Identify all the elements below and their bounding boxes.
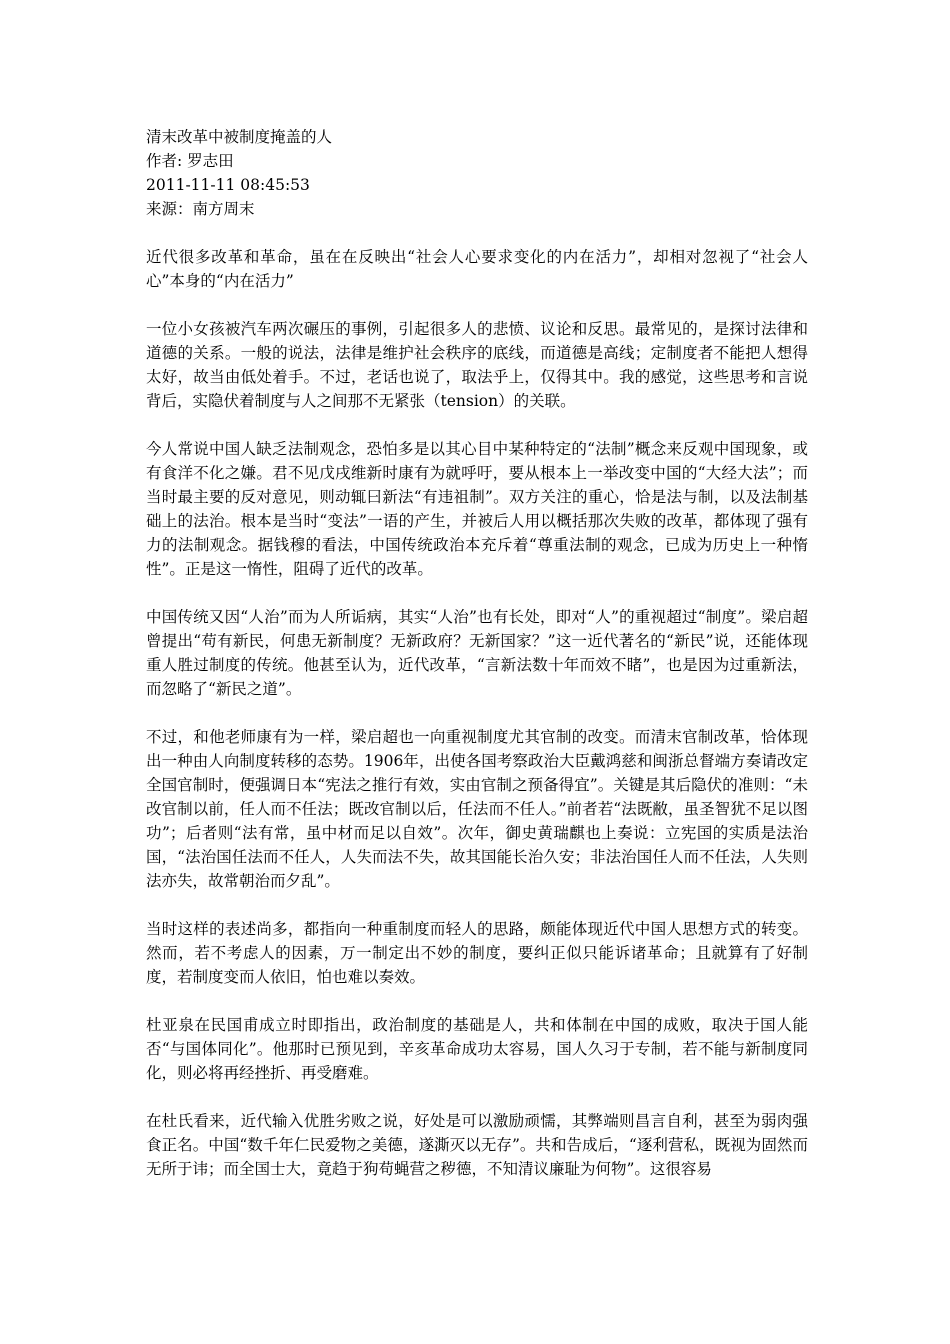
paragraph: 今人常说中国人缺乏法制观念，恐怕多是以其心目中某种特定的“法制”概念来反观中国现象，或有食洋不化之嫌。君不见戊戌维新时康有为就呼吁，要从根本上一举改变中国的“大经大法”；而当时最主要的反对意见，则动辄曰新法“有违祖制”。双方关注的重心，恰是法与制，以及法制基础上的法治。根本是当时“变法”一语的产生，并被后人用以概括那次失败的改革，都体现了强有力的法制观念。据钱穆的看法，中国传统政治本充斥着“尊重法制的观念，已成为历史上一种惰性”。正是这一惰性，阻碍了近代的改革。: [146, 440, 808, 578]
article: [146, 125, 808, 1181]
paragraph: 在杜氏看来，近代输入优胜劣败之说，好处是可以激励顽懦，其弊端则昌言自利，甚至为弱肉强食正名。中国“数千年仁民爱物之美德，遂澌灭以无存”。共和告成后，“逐利营私，既视为固然而无所于讳；而全国士大，竟趋于狗苟蝇营之秽德，不知清议廉耻为何物”。这很容易: [146, 1112, 808, 1178]
paragraph: 当时这样的表述尚多，都指向一种重制度而轻人的思路，颇能体现近代中国人思想方式的转变。然而，若不考虑人的因素，万一制定出不妙的制度，要纠正似只能诉诸革命；且就算有了好制度，若制度变而人依旧，怕也难以奏效。: [146, 920, 808, 986]
article-source: 来源：南方周末: [146, 200, 255, 218]
paragraph: 近代很多改革和革命，虽在在反映出“社会人心要求变化的内在活力”，却相对忽视了“社会人心”本身的“内在活力”: [146, 248, 808, 290]
article-title: 清末改革中被制度掩盖的人: [146, 128, 333, 146]
article-author: 作者: 罗志田: [146, 152, 234, 170]
paragraph: 杜亚泉在民国甫成立时即指出，政治制度的基础是人，共和体制在中国的成败，取决于国人能否“与国体同化”。他那时已预见到，辛亥革命成功太容易，国人久习于专制，若不能与新制度同化，则必将再经挫折、再受磨难。: [146, 1016, 808, 1082]
article-header: [146, 125, 808, 221]
article-date: 2011-11-11 08:45:53: [146, 176, 310, 194]
paragraph: 中国传统又因“人治”而为人所诟病，其实“人治”也有长处，即对“人”的重视超过“制度”。梁启超曾提出“苟有新民，何患无新制度？无新政府？无新国家？”这一近代著名的“新民”说，还能体现重人胜过制度的传统。他甚至认为，近代改革，“言新法数十年而效不睹”，也是因为过重新法，而忽略了“新民之道”。: [146, 608, 808, 698]
paragraph: 不过，和他老师康有为一样，梁启超也一向重视制度尤其官制的改变。而清末官制改革，恰体现出一种由人向制度转移的态势。1906年，出使各国考察政治大臣戴鸿慈和闽浙总督端方奏请改定全国官制时，便强调日本“宪法之推行有效，实由官制之预备得宜”。关键是其后隐伏的准则：“未改官制以前，任人而不任法；既改官制以后，任法而不任人。”前者若“法既敝，虽圣智犹不足以图功”；后者则“法有常，虽中材而足以自效”。次年，御史黄瑞麒也上奏说：立宪国的实质是法治国，“法治国任法而不任人，人失而法不失，故其国能长治久安；非法治国任人而不任法，人失则法亦失，故常朝治而夕乱”。: [146, 728, 808, 890]
paragraph: 一位小女孩被汽车两次碾压的事例，引起很多人的悲愤、议论和反思。最常见的，是探讨法律和道德的关系。一般的说法，法律是维护社会秩序的底线，而道德是高线；定制度者不能把人想得太好，故当由低处着手。不过，老话也说了，取法乎上，仅得其中。我的感觉，这些思考和言说背后，实隐伏着制度与人之间那不无紧张（tension）的关联。: [146, 320, 808, 410]
